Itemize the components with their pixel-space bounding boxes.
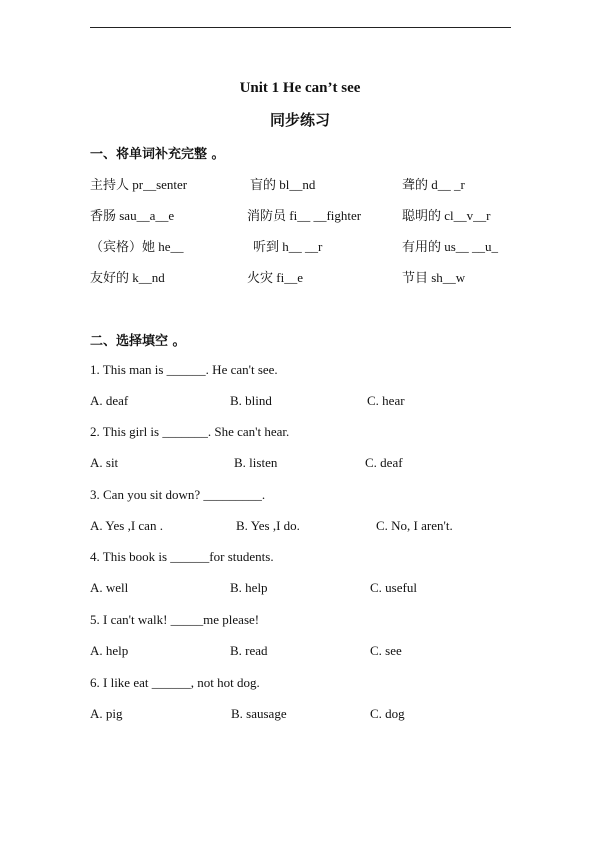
options-row-6 bbox=[0, 706, 600, 724]
word-item: 节目 sh__w bbox=[402, 270, 466, 285]
page-title: Unit 1 He can’t see bbox=[239, 80, 361, 96]
question-4: 4. This book is ______for students. bbox=[90, 549, 274, 564]
word-item: 友好的 k__nd bbox=[90, 270, 165, 285]
question-2: 2. This girl is _______. She can't hear. bbox=[90, 424, 290, 439]
word-item: 听到 h__ __r bbox=[253, 239, 323, 254]
options-row-2 bbox=[0, 455, 600, 473]
header-rule bbox=[90, 27, 511, 28]
option-a: A. help bbox=[90, 643, 129, 658]
option-c: C. dog bbox=[370, 706, 405, 721]
word-item: （宾格）她 he__ bbox=[90, 239, 184, 254]
option-a: A. Yes ,I can . bbox=[90, 518, 163, 533]
option-a: A. sit bbox=[90, 455, 119, 470]
word-item: 火灾 fi__e bbox=[247, 270, 303, 285]
word-item: 盲的 bl__nd bbox=[250, 177, 316, 192]
options-row-4 bbox=[0, 580, 600, 598]
word-item: 消防员 fi__ __fighter bbox=[247, 208, 362, 223]
options-row-5 bbox=[0, 643, 600, 661]
options-row-3 bbox=[0, 518, 600, 536]
question-6: 6. I like eat ______, not hot dog. bbox=[90, 675, 260, 690]
question-1: 1. This man is ______. He can't see. bbox=[90, 362, 278, 377]
option-c: C. hear bbox=[367, 393, 405, 408]
option-b: B. listen bbox=[234, 455, 278, 470]
word-row-1 bbox=[0, 174, 600, 192]
section-1-heading: 一、将单词补充完整 。 bbox=[90, 147, 225, 162]
word-row-4 bbox=[0, 267, 600, 285]
option-c: C. useful bbox=[370, 580, 417, 595]
option-c: C. deaf bbox=[365, 455, 403, 470]
option-a: A. deaf bbox=[90, 393, 129, 408]
word-item: 主持人 pr__senter bbox=[90, 177, 188, 192]
word-row-2 bbox=[0, 205, 600, 223]
word-item: 有用的 us__ __u_ bbox=[402, 239, 499, 254]
word-item: 香肠 sau__a__e bbox=[90, 208, 175, 223]
option-b: B. sausage bbox=[231, 706, 287, 721]
option-c: C. see bbox=[370, 643, 402, 658]
section-2-heading: 二、选择填空 。 bbox=[90, 334, 186, 349]
option-b: B. help bbox=[230, 580, 268, 595]
option-b: B. read bbox=[230, 643, 268, 658]
option-a: A. well bbox=[90, 580, 129, 595]
option-b: B. blind bbox=[230, 393, 272, 408]
word-item: 聪明的 cl__v__r bbox=[402, 208, 491, 223]
option-b: B. Yes ,I do. bbox=[236, 518, 300, 533]
question-5: 5. I can't walk! _____me please! bbox=[90, 612, 260, 627]
option-c: C. No, I aren't. bbox=[376, 518, 453, 533]
question-3: 3. Can you sit down? _________. bbox=[90, 487, 266, 502]
option-a: A. pig bbox=[90, 706, 123, 721]
word-row-3 bbox=[0, 236, 600, 254]
options-row-1 bbox=[0, 393, 600, 411]
page-subtitle: 同步练习 bbox=[269, 111, 330, 129]
word-item: 聋的 d__ _r bbox=[402, 177, 465, 192]
